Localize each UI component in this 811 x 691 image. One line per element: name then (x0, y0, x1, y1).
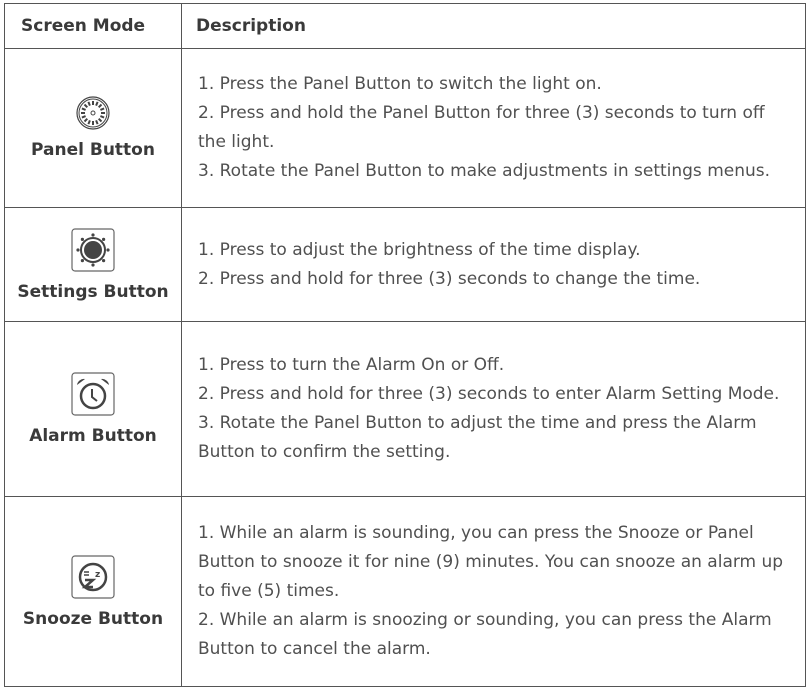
description-line: 2. Press and hold the Panel Button for three (3) seconds to turn off the light. (198, 103, 765, 152)
header-description: Description (182, 4, 806, 49)
description-line: 3. Rotate the Panel Button to make adjustments in settings menus. (198, 161, 771, 181)
description-line: 3. Rotate the Panel Button to adjust the time and press the Alarm Button to confirm the setting. (198, 413, 757, 462)
description-line: 1. While an alarm is sounding, you can press the Snooze or Panel Button to snooze it for nine (9) minutes. You can snooze an alarm up to five (5) times. (198, 523, 784, 601)
header-screen-mode: Screen Mode (5, 4, 182, 49)
description-line: 1. Press to adjust the brightness of the time display. (198, 239, 641, 260)
table-row (5, 322, 806, 497)
dial-icon (76, 96, 110, 130)
table-header (5, 4, 806, 49)
description-line: 1. Press to turn the Alarm On or Off. (198, 355, 505, 375)
mode-label: Settings Button (17, 281, 169, 302)
brightness-icon (71, 228, 115, 272)
mode-label: Snooze Button (22, 608, 164, 629)
svg-text:z: z (95, 569, 101, 580)
table-row (5, 497, 806, 687)
mode-label: Alarm Button (29, 426, 157, 446)
screen-mode-table (4, 3, 806, 687)
description-line: 2. Press and hold for three (3) seconds to enter Alarm Setting Mode. (198, 384, 780, 404)
table-row (5, 49, 806, 208)
description-line: 2. While an alarm is snoozing or sounding, you can press the Alarm Button to cancel the alarm. (198, 610, 772, 659)
snooze-icon (71, 555, 115, 599)
description-line: 1. Press the Panel Button to switch the light on. (198, 74, 602, 94)
alarm-clock-icon (71, 372, 115, 416)
mode-label: Panel Button (31, 140, 155, 160)
description-line: 2. Press and hold for three (3) seconds to change the time. (198, 268, 701, 289)
table-row (5, 208, 806, 322)
